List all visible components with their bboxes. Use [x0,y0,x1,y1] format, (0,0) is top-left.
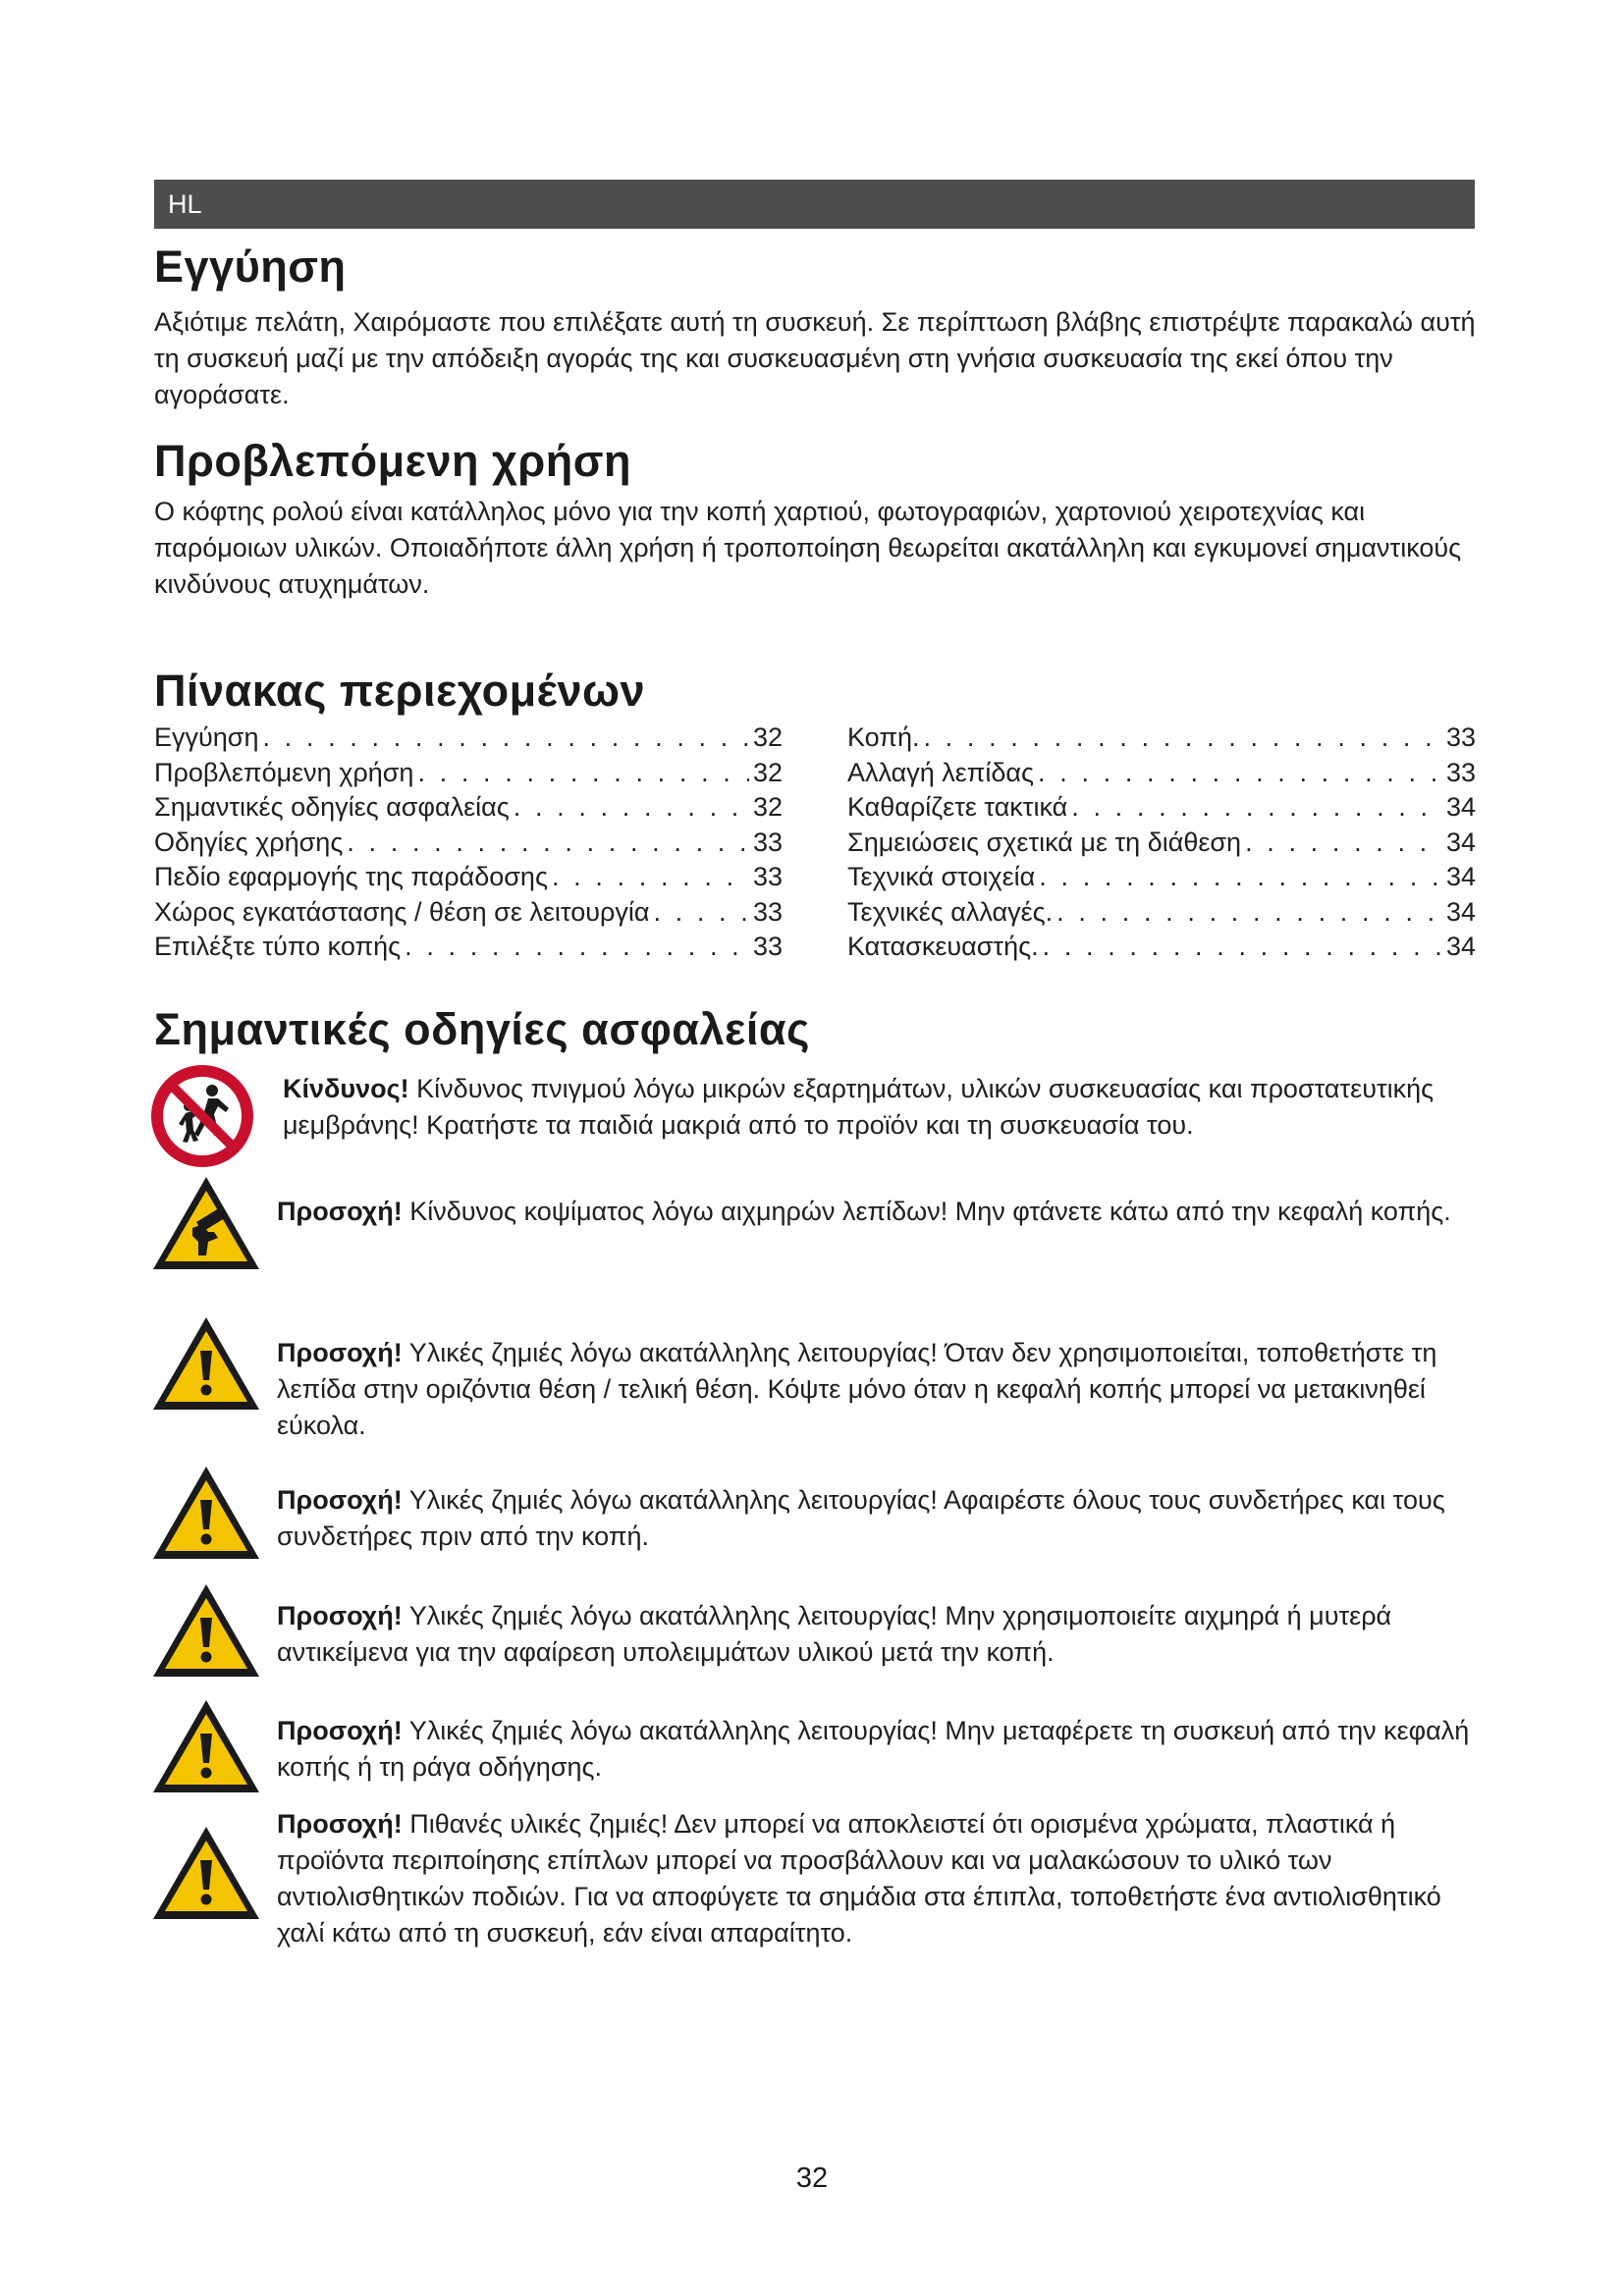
toc-entry[interactable]: Κατασκευαστής. . . . 34 [847,930,1476,965]
warning-icon [149,1823,263,1923]
safety-item-text: Κίνδυνος! Κίνδυνος πνιγμού λόγω μικρών εξαρτημάτων, υλικών συσκευασίας και προστατευτικής μεμβράνης! Κρατήστε τα παιδιά μακριά από το προϊόν και τη συσκευασία του. [283,1074,1435,1140]
safety-title: Σημαντικές οδηγίες ασφαλείας [154,1004,810,1054]
no-children-icon [149,1063,255,1169]
warning-icon [149,1696,263,1796]
intended-use-text: Ο κόφτης ρολού είναι κατάλληλος μόνο για την κοπή χαρτιού, φωτογραφιών, χαρτονιού χειροτεχνίας και παρόμοιων υλικών. Οποιαδήποτε άλλη χρήση ή τροποποίηση θεωρείται ακατάλληλη και εγκυμονεί σημαντικούς κινδύνους ατυχημάτων. [154,497,1462,599]
safety-item-text: Προσοχή! Υλικές ζημιές λόγω ακατάλληλης λειτουργίας! Αφαιρέστε όλους τους συνδετήρες και τους συνδετήρες πριν από την κοπή. [277,1485,1445,1551]
safety-item-text: Προσοχή! Κίνδυνος κοψίματος λόγω αιχμηρών λεπίδων! Μην φτάνετε κάτω από την κεφαλή κοπής. [277,1197,1451,1226]
toc-entry[interactable]: Αλλαγή λεπίδας . . . 33 [847,756,1476,791]
warning-icon [149,1313,263,1414]
page-number: 32 [795,2163,829,2194]
toc-entry[interactable]: Πεδίο εφαρμογής της παράδοσης . . . 33 [154,860,783,895]
toc-right-column [847,721,1476,965]
toc-entry[interactable]: Οδηγίες χρήσης . . . 33 [154,826,783,861]
hand-blade-warning-icon [149,1173,263,1273]
toc-title: Πίνακας περιεχομένων [154,666,646,716]
language-bar [154,180,1475,229]
toc-entry[interactable]: Επιλέξτε τύπο κοπής . . . 33 [154,930,783,965]
warning-icon [149,1580,263,1681]
safety-item-text: Προσοχή! Υλικές ζημιές λόγω ακατάλληλης λειτουργίας! Μην χρησιμοποιείτε αιχμηρά ή μυτερά αντικείμενα για την αφαίρεση υπολειμμάτων υλικού μετά την κοπή. [277,1601,1392,1667]
toc-entry[interactable]: Σημειώσεις σχετικά με τη διάθεση . . . 34 [847,826,1476,861]
warranty-text: Αξιότιμε πελάτη, Χαιρόμαστε που επιλέξατε αυτή τη συσκευή. Σε περίπτωση βλάβης επιστρέψτε παρακαλώ αυτή τη συσκευή μαζί με την απόδειξη αγοράς της και συσκευασμένη στη γνήσια συσκευασία της εκεί όπου την αγοράσατε. [154,307,1476,409]
language-code: HL [168,189,202,219]
toc-entry[interactable]: Χώρος εγκατάστασης / θέση σε λειτουργία . . . 33 [154,895,783,931]
toc-entry[interactable]: Καθαρίζετε τακτικά . . . 34 [847,790,1476,826]
safety-item-text: Προσοχή! Πιθανές υλικές ζημιές! Δεν μπορεί να αποκλειστεί ότι ορισμένα χρώματα, πλαστικά ή προϊόντα περιποίησης επίπλων μπορεί να προσβάλλουν και να μαλακώσουν το υλικό των αντιολισθητικών ποδιών. Για να αποφύγετε τα σημάδια στα έπιπλα, τοποθετήστε ένα αντιολισθητικό χαλί κάτω από τη συσκευή, εάν είναι απαραίτητο. [277,1809,1441,1948]
toc-entry[interactable]: Εγγύηση . . . 32 [154,721,783,756]
toc-entry[interactable]: Προβλεπόμενη χρήση . . . 32 [154,756,783,791]
intended-use-title: Προβλεπόμενη χρήση [154,436,632,486]
safety-item-text: Προσοχή! Υλικές ζημιές λόγω ακατάλληλης λειτουργίας! Όταν δεν χρησιμοποιείται, τοποθετήστε τη λεπίδα στην οριζόντια θέση / τελική θέση. Κόψτε μόνο όταν η κεφαλή κοπής μπορεί να μετακινηθεί εύκολα. [277,1338,1437,1440]
toc-entry[interactable]: Κοπή. . . . 33 [847,721,1476,756]
toc-entry[interactable]: Σημαντικές οδηγίες ασφαλείας . . . 32 [154,790,783,826]
toc-entry[interactable]: Τεχνικά στοιχεία . . . 34 [847,860,1476,895]
safety-item-text: Προσοχή! Υλικές ζημιές λόγω ακατάλληλης λειτουργίας! Μην μεταφέρετε τη συσκευή από την κεφαλή κοπής ή τη ράγα οδήγησης. [277,1716,1470,1782]
toc-left-column [154,721,783,965]
toc-entry[interactable]: Τεχνικές αλλαγές. . . . 34 [847,895,1476,931]
warning-icon [149,1463,263,1563]
warranty-title: Εγγύηση [154,241,347,292]
